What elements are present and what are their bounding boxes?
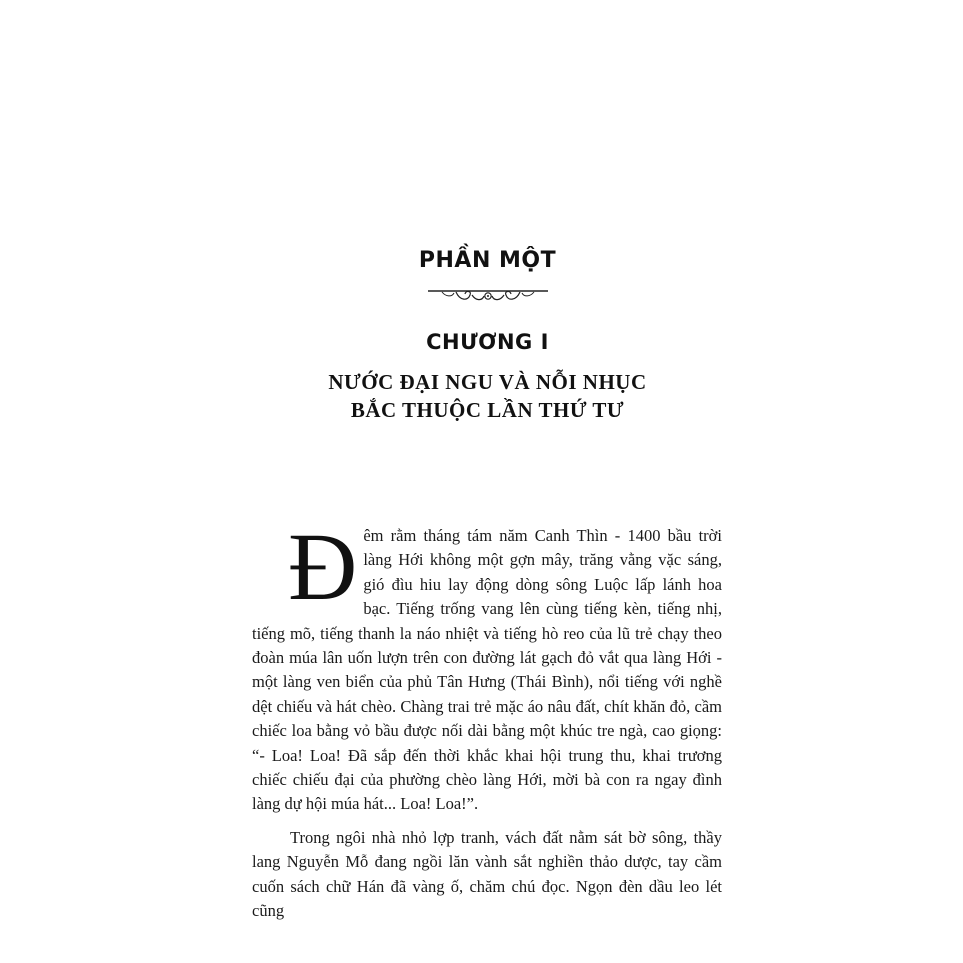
paragraph-1-text: êm rằm tháng tám năm Canh Thìn - 1400 bầu trời làng Hới không một gợn mây, trăng vằng vặc sáng, gió đìu hiu lay động dòng sông Luộc lấp lánh hoa bạc. Tiếng trống vang lên cùng tiếng kèn, tiếng nhị, tiếng mõ, tiếng thanh la náo nhiệt và tiếng hò reo của lũ trẻ chạy theo đoàn múa lân uốn lượn trên con đường lát gạch đỏ vắt qua làng Hới - một làng ven biển của phủ Tân Hưng (Thái Bình), nổi tiếng với nghề dệt chiếu và hát chèo. Chàng trai trẻ mặc áo nâu đất, chít khăn đỏ, cầm chiếc loa bằng vỏ bầu được nối dài bằng một khúc tre ngà, cao giọng: “- Loa! Loa! Đã sắp đến thời khắc khai hội trung thu, khai trương chiếc chiếu đại của phường chèo làng Hới, mời bà con ra ngay đình làng dự hội múa hát... Loa! Loa!”. xyxy=(252,526,722,814)
chapter-subtitle-line-2: BẮC THUỘC LẦN THỨ TƯ xyxy=(350,398,625,422)
chapter-subtitle-line-1: NƯỚC ĐẠI NGU VÀ NỖI NHỤC xyxy=(328,370,647,394)
body-paragraph-1 xyxy=(252,513,722,817)
drop-cap-letter: Đ xyxy=(288,513,358,620)
chapter-number: CHƯƠNG I xyxy=(426,330,549,354)
chapter-body xyxy=(252,513,722,924)
scroll-flourish-divider-icon xyxy=(428,285,548,305)
part-title: PHẦN MỘT xyxy=(418,248,557,273)
chapter-subtitle xyxy=(0,368,963,424)
body-paragraph-2: Trong ngôi nhà nhỏ lợp tranh, vách đất nằm sát bờ sông, thầy lang Nguyễn Mỗ đang ngồi lăn vành sắt nghiền thảo dược, tay cầm cuốn sách chữ Hán đã vàng ố, chăm chú đọc. Ngọn đèn dầu leo lét cũng xyxy=(252,827,722,921)
